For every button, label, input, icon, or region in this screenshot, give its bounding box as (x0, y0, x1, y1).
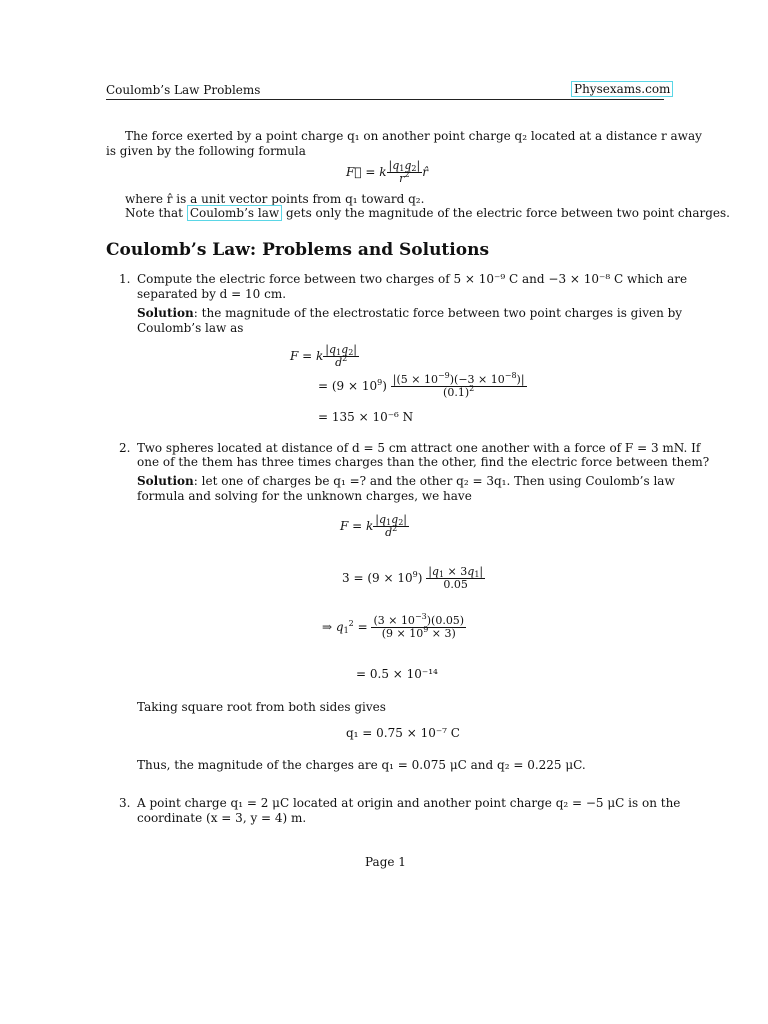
coulombs-law-link[interactable]: Coulomb’s law (187, 205, 282, 221)
problem-1-solution-1 (137, 306, 682, 321)
problem-2-eq-1: F = k $\frac{|q_1q_2|}{d^2}$ (340, 513, 408, 539)
intro-line-4-post: gets only the magnitude of the electric force between two point charges. (285, 206, 730, 220)
problem-1-eq-1: F = k $\frac{|q_1q_2|}{d^2}$ (290, 343, 358, 369)
intro-line-3: where r̂ is a unit vector points from q₁ toward q₂. (125, 192, 425, 206)
problem-2-q1-result: q₁ = 0.75 × 10⁻⁷ C (346, 726, 460, 740)
header-divider (106, 99, 664, 100)
intro-line-2: is given by the following formula (106, 144, 306, 158)
page-number: Page 1 (365, 855, 406, 869)
problem-3-text-1: A point charge q₁ = 2 μC located at origin and another point charge q₂ = −5 μC is on the (137, 796, 681, 810)
problem-2-text-1: Two spheres located at distance of d = 5 cm attract one another with a force of F = 3 mN. If (137, 441, 701, 455)
problem-2-solution-1 (137, 474, 675, 489)
problem-1-eq-2: = $(9 \times 10^9)$ $\frac{|(5 \times 10^{-9})(-3 \times 10^{-8})|}{(0.1)^2}$ (318, 371, 525, 399)
problem-1-eq-result: = 135 × 10⁻⁶ N (318, 410, 414, 424)
problem-2-solution-2: formula and solving for the unknown charges, we have (137, 489, 472, 503)
intro-line-4-pre: Note that (125, 206, 183, 220)
problem-2-solution-label: Solution (137, 474, 194, 488)
coulomb-vector-formula: F⃗ = k $\frac{|q_1q_2|}{r^2}$ r̂ (346, 159, 428, 185)
problem-2-conclusion: Thus, the magnitude of the charges are q₁ = 0.075 μC and q₂ = 0.225 μC. (137, 758, 586, 772)
problem-2-eq-2: $3 = (9 \times 10^9)$ $\frac{|q_1 \times 3q_1|}{0.05}$ (342, 565, 484, 591)
problem-2-eq-3: ⇒ $q_1^2$ = $\frac{(3 \times 10^{-3})(0.05)}{(9 \times 10^9 \times 3)}$ (322, 612, 465, 640)
problem-2-eq-result: = 0.5 × 10⁻¹⁴ (356, 667, 438, 681)
problem-2-text-2: one of the them has three times charges than the other, find the electric force between them? (137, 455, 710, 469)
problem-1-text-1: Compute the electric force between two charges of 5 × 10⁻⁹ C and −3 × 10⁻⁸ C which are (137, 272, 688, 286)
section-title: Coulomb’s Law: Problems and Solutions (106, 240, 490, 260)
problem-1-text-2: separated by d = 10 cm. (137, 287, 287, 301)
problem-2-number: 2. (119, 441, 131, 455)
problem-3-text-2: coordinate (x = 3, y = 4) m. (137, 811, 307, 825)
problem-1-solution-2: Coulomb’s law as (137, 321, 244, 335)
problem-3-number: 3. (119, 796, 131, 810)
problem-1-number: 1. (119, 272, 131, 286)
problem-1-solution-label: Solution (137, 306, 194, 320)
site-link[interactable]: Physexams.com (571, 81, 673, 97)
intro-line-4 (125, 206, 730, 221)
problem-2-root-text: Taking square root from both sides gives (137, 700, 386, 714)
intro-line-1: The force exerted by a point charge q₁ on another point charge q₂ located at a distance r away (125, 129, 702, 143)
problem-1-solution-text: : the magnitude of the electrostatic force between two point charges is given by (193, 306, 683, 320)
header-title: Coulomb’s Law Problems (106, 83, 261, 97)
problem-2-solution-text: : let one of charges be q₁ =? and the other q₂ = 3q₁. Then using Coulomb’s law (193, 474, 675, 488)
